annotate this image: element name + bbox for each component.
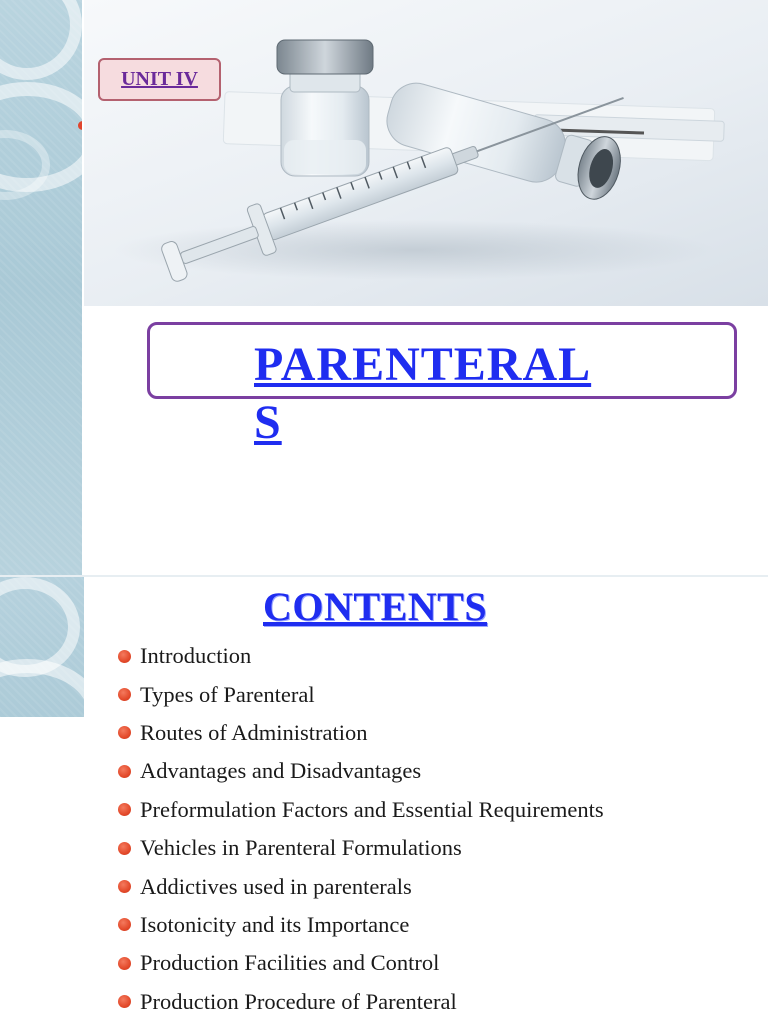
- contents-slide: [0, 577, 768, 1024]
- contents-list: [118, 637, 758, 1021]
- bullet-icon: [118, 688, 131, 701]
- list-item-label: Vehicles in Parenteral Formulations: [140, 835, 462, 861]
- slide-body-background: [0, 717, 110, 1024]
- decorative-ring: [0, 0, 82, 80]
- bullet-icon: [118, 650, 131, 663]
- bullet-icon: [118, 957, 131, 970]
- unit-badge: [98, 58, 221, 101]
- list-item: [118, 675, 758, 713]
- bullet-icon: [118, 880, 131, 893]
- list-item: [118, 829, 758, 867]
- list-item-label: Advantages and Disadvantages: [140, 758, 422, 784]
- bullet-icon: [118, 918, 131, 931]
- bullet-icon: [118, 995, 131, 1008]
- list-item-label: Isotonicity and its Importance: [140, 911, 410, 937]
- list-item-label: Routes of Administration: [140, 719, 368, 745]
- list-item: [118, 637, 758, 675]
- list-item-label: Types of Parenteral: [140, 681, 315, 707]
- list-item: [118, 944, 758, 982]
- contents-heading: CONTENTS: [263, 584, 488, 629]
- decorative-side-strip: [0, 0, 84, 575]
- list-item: [118, 791, 758, 829]
- list-item-label: Preformulation Factors and Essential Requirements: [140, 796, 604, 822]
- list-item: [118, 983, 758, 1021]
- list-item: [118, 906, 758, 944]
- list-item: [118, 714, 758, 752]
- list-item-label: Introduction: [140, 643, 252, 669]
- bullet-icon: [118, 726, 131, 739]
- list-item: [118, 752, 758, 790]
- list-item-label: Production Procedure of Parenteral: [140, 988, 457, 1014]
- bullet-icon: [118, 842, 131, 855]
- bullet-icon: [118, 803, 131, 816]
- list-item: [118, 867, 758, 905]
- unit-label: UNIT IV: [121, 68, 198, 90]
- list-item-label: Production Facilities and Control: [140, 950, 440, 976]
- syringe-and-vial-icon: [84, 0, 768, 306]
- list-item-label: Addictives used in parenterals: [140, 873, 412, 899]
- slide-title: PARENTERALS: [254, 338, 592, 449]
- syringe-vial-photo: [84, 0, 768, 306]
- bullet-icon: [118, 765, 131, 778]
